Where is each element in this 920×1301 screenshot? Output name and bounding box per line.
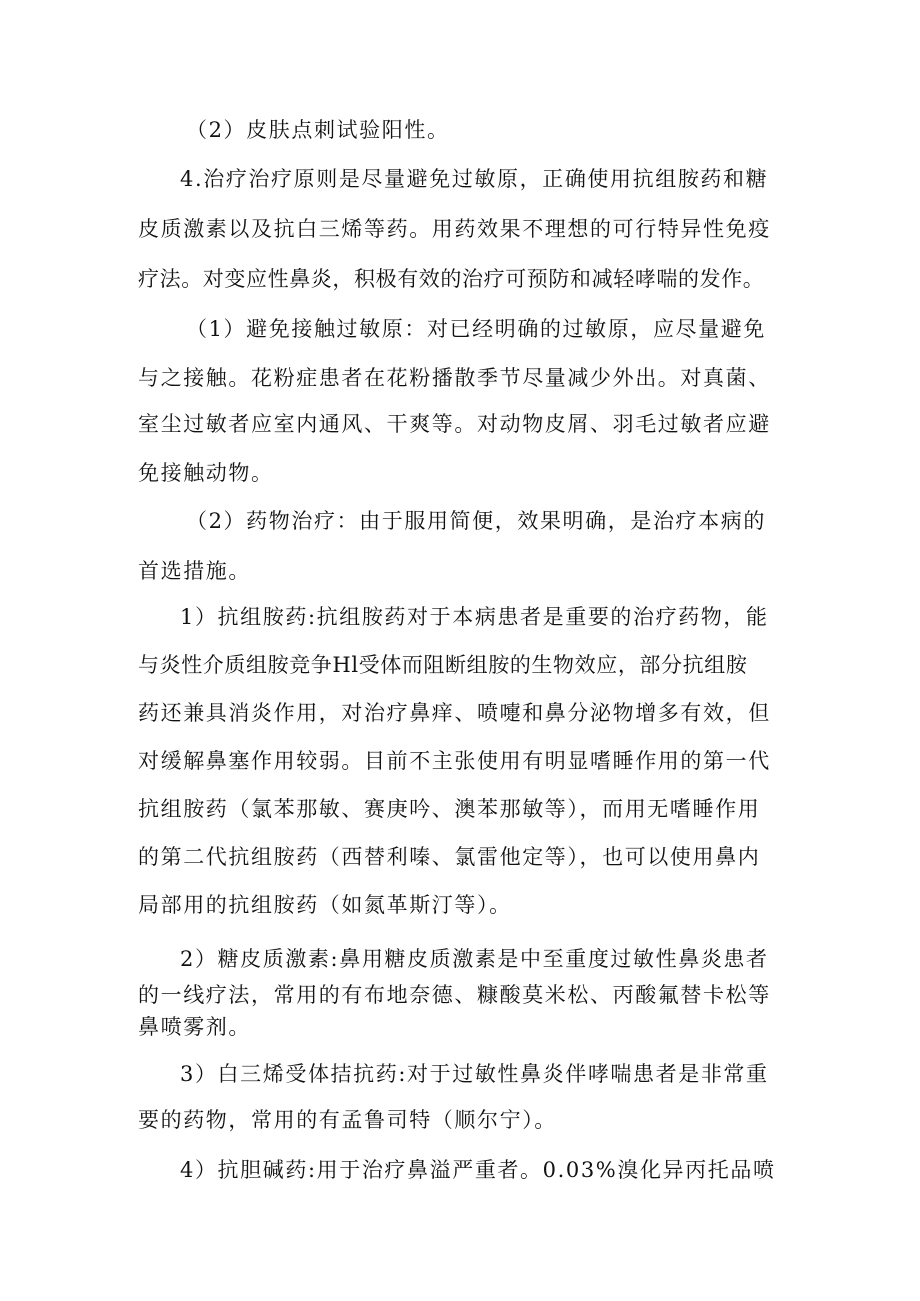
paragraph-line: 2）糖皮质激素:鼻用糖皮质激素是中至重度过敏性鼻炎患者 xyxy=(180,947,769,971)
paragraph-line: 要的药物，常用的有孟鲁司特（顺尔宁）。 xyxy=(138,1108,557,1132)
paragraph-line: 皮质激素以及抗白三烯等药。用药效果不理想的可行特异性免疫 xyxy=(138,217,771,241)
paragraph-line: 药还兼具消炎作用，对治疗鼻痒、喷嚏和鼻分泌物增多有效，但 xyxy=(138,701,771,725)
paragraph-line: 的一线疗法，常用的有布地奈德、糠酸莫米松、丙酸氟替卡松等 xyxy=(138,983,771,1007)
paragraph-line: 局部用的抗组胺药（如氮革斯汀等）。 xyxy=(138,893,512,917)
paragraph-line: 抗组胺药（氯苯那敏、赛庚吟、澳苯那敏等），而用无嗜睡作用 xyxy=(138,797,761,821)
paragraph-line: 室尘过敏者应室内通风、干爽等。对动物皮屑、羽毛过敏者应避 xyxy=(138,412,771,436)
paragraph-line: 与之接触。花粉症患者在花粉播散季节尽量减少外出。对真菌、 xyxy=(138,366,771,390)
paragraph-line: 1）抗组胺药:抗组胺药对于本病患者是重要的治疗药物，能 xyxy=(180,605,769,629)
paragraph-line: 免接触动物。 xyxy=(138,461,274,485)
paragraph-line: （1）避免接触过敏原：对已经明确的过敏原，应尽量避免 xyxy=(186,317,766,341)
paragraph-line: 与炎性介质组胺竞争Hl受体而阻断组胺的生物效应，部分抗组胺 xyxy=(138,653,748,677)
paragraph-line: 4）抗胆碱药:用于治疗鼻溢严重者。0.03%溴化异丙托品喷 xyxy=(180,1158,776,1182)
paragraph-line: 疗法。对变应性鼻炎，积极有效的治疗可预防和减轻哮喘的发作。 xyxy=(138,267,765,291)
paragraph-line: （2）皮肤点刺试验阳性。 xyxy=(186,118,450,142)
paragraph-line: 3）白三烯受体拮抗药:对于过敏性鼻炎伴哮喘患者是非常重 xyxy=(180,1062,769,1086)
paragraph-line: 首选措施。 xyxy=(138,559,251,583)
paragraph-line: （2）药物治疗：由于服用简便，效果明确，是治疗本病的 xyxy=(186,509,766,533)
paragraph-line: 对缓解鼻塞作用较弱。目前不主张使用有明显嗜睡作用的第一代 xyxy=(138,749,771,773)
paragraph-line: 的第二代抗组胺药（西替利嗪、氯雷他定等），也可以使用鼻内 xyxy=(138,845,761,869)
paragraph-line: 4.治疗治疗原则是尽量避免过敏原，正确使用抗组胺药和糖 xyxy=(180,167,769,191)
paragraph-line: 鼻喷雾剂。 xyxy=(138,1015,251,1039)
